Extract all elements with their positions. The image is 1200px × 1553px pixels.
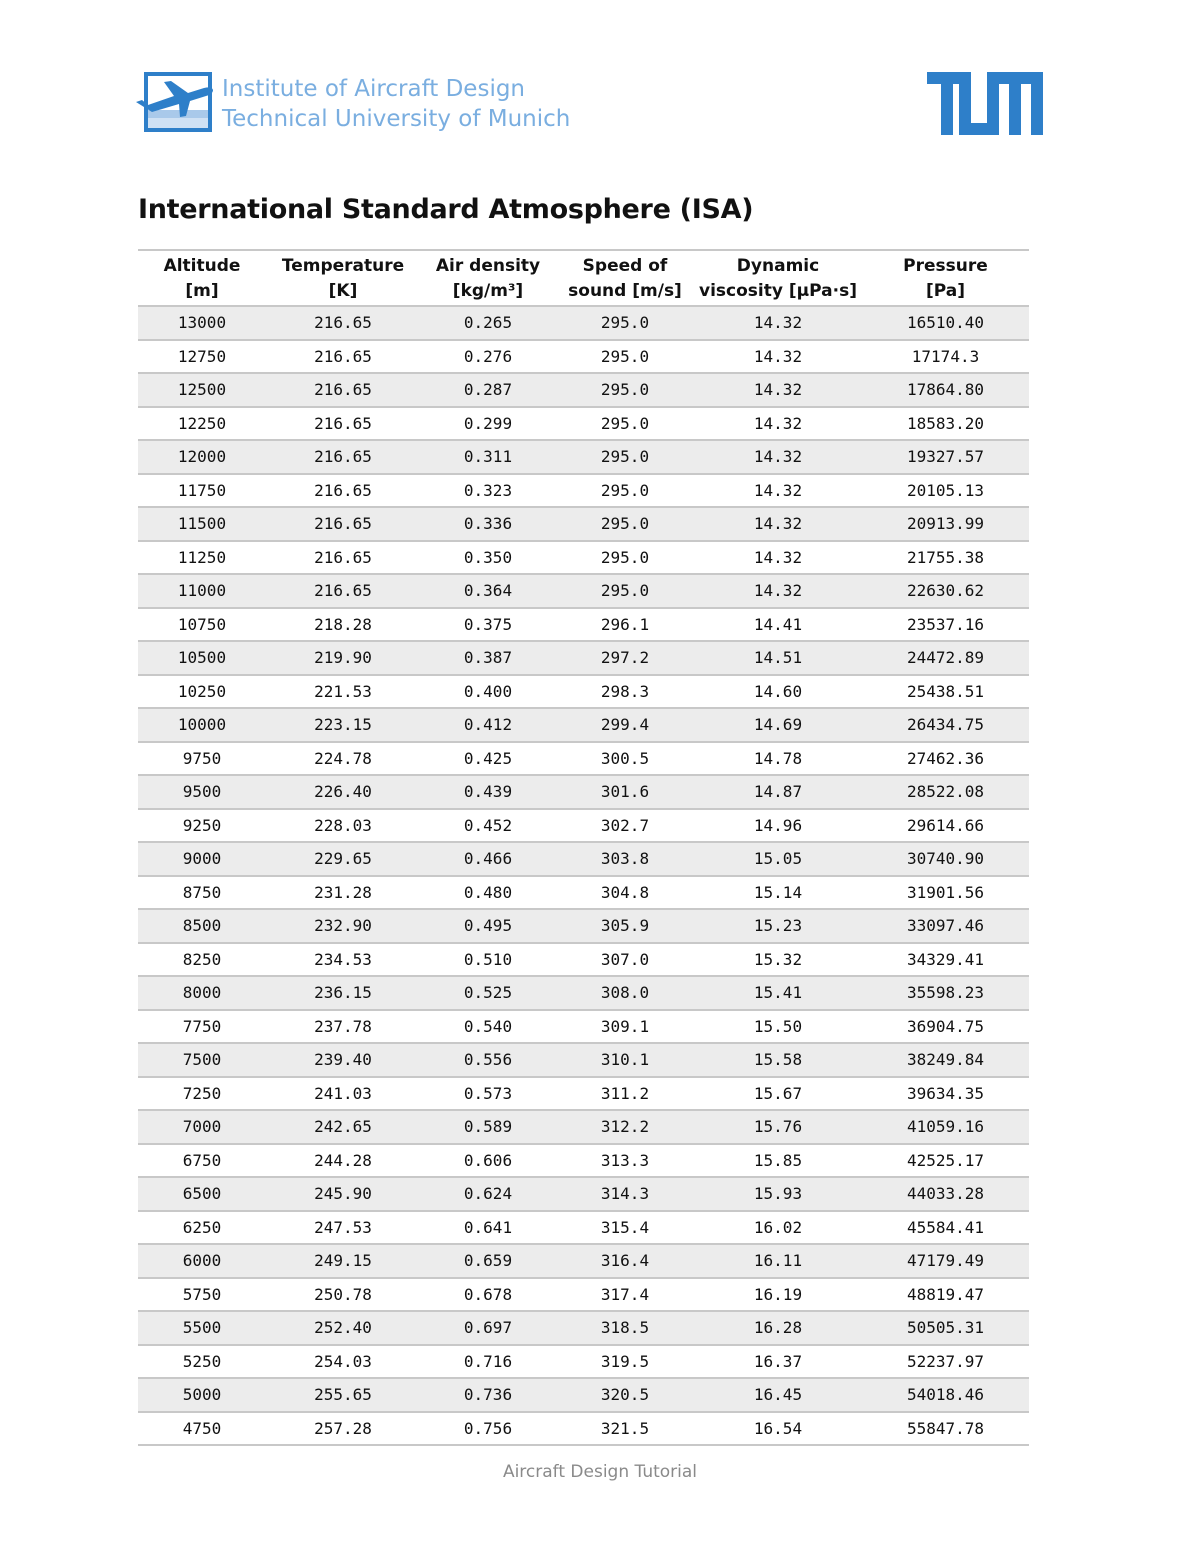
column-header-title: Speed of: [582, 256, 668, 276]
table-header: [138, 250, 1029, 306]
table-cell: 255.65: [266, 1378, 420, 1412]
table-cell: 7000: [138, 1110, 266, 1144]
table-cell: 0.466: [420, 842, 556, 876]
table-cell: 295.0: [556, 440, 694, 474]
table-cell: 310.1: [556, 1043, 694, 1077]
table-cell: 228.03: [266, 809, 420, 843]
table-cell: 20105.13: [862, 474, 1029, 508]
table-cell: 0.311: [420, 440, 556, 474]
table-cell: 16.11: [694, 1244, 862, 1278]
table-row: [138, 876, 1029, 910]
table-cell: 0.364: [420, 574, 556, 608]
table-cell: 6750: [138, 1144, 266, 1178]
isa-table: [138, 249, 1029, 1446]
table-cell: 0.540: [420, 1010, 556, 1044]
table-cell: 15.41: [694, 976, 862, 1010]
table-cell: 16.37: [694, 1345, 862, 1379]
table-row: [138, 1077, 1029, 1111]
table-cell: 7250: [138, 1077, 266, 1111]
table-cell: 308.0: [556, 976, 694, 1010]
column-header-title: Temperature: [281, 256, 405, 276]
table-cell: 301.6: [556, 775, 694, 809]
table-cell: 224.78: [266, 742, 420, 776]
table-cell: 312.2: [556, 1110, 694, 1144]
table-cell: 14.32: [694, 340, 862, 374]
table-cell: 8000: [138, 976, 266, 1010]
table-cell: 12000: [138, 440, 266, 474]
table-cell: 9000: [138, 842, 266, 876]
table-row: [138, 708, 1029, 742]
table-cell: 15.50: [694, 1010, 862, 1044]
table-cell: 6250: [138, 1211, 266, 1245]
table-cell: 241.03: [266, 1077, 420, 1111]
tum-logo: [927, 72, 1043, 135]
table-cell: 232.90: [266, 909, 420, 943]
table-cell: 0.425: [420, 742, 556, 776]
table-cell: 216.65: [266, 507, 420, 541]
table-cell: 14.32: [694, 574, 862, 608]
table-cell: 216.65: [266, 574, 420, 608]
table-row: [138, 675, 1029, 709]
table-cell: 38249.84: [862, 1043, 1029, 1077]
table-cell: 320.5: [556, 1378, 694, 1412]
table-row: [138, 1110, 1029, 1144]
table-row: [138, 943, 1029, 977]
table-cell: 35598.23: [862, 976, 1029, 1010]
table-cell: 0.659: [420, 1244, 556, 1278]
table-cell: 16.02: [694, 1211, 862, 1245]
column-header-unit: viscosity [μPa·s]: [699, 281, 857, 301]
table-cell: 231.28: [266, 876, 420, 910]
table-cell: 10500: [138, 641, 266, 675]
table-cell: 12750: [138, 340, 266, 374]
table-cell: 17174.3: [862, 340, 1029, 374]
table-cell: 216.65: [266, 373, 420, 407]
table-cell: 6500: [138, 1177, 266, 1211]
table-cell: 39634.35: [862, 1077, 1029, 1111]
table-cell: 0.697: [420, 1311, 556, 1345]
table-cell: 31901.56: [862, 876, 1029, 910]
table-cell: 16.19: [694, 1278, 862, 1312]
table-cell: 0.606: [420, 1144, 556, 1178]
table-row: [138, 909, 1029, 943]
table-cell: 7500: [138, 1043, 266, 1077]
table-cell: 296.1: [556, 608, 694, 642]
table-cell: 321.5: [556, 1412, 694, 1446]
column-header-title: Dynamic: [736, 256, 820, 276]
table-cell: 318.5: [556, 1311, 694, 1345]
table-cell: 0.336: [420, 507, 556, 541]
table-cell: 303.8: [556, 842, 694, 876]
table-cell: 0.716: [420, 1345, 556, 1379]
table-cell: 0.589: [420, 1110, 556, 1144]
table-cell: 11000: [138, 574, 266, 608]
table-cell: 14.32: [694, 507, 862, 541]
table-cell: 14.32: [694, 474, 862, 508]
column-header: [266, 250, 420, 306]
table-cell: 7750: [138, 1010, 266, 1044]
table-cell: 0.439: [420, 775, 556, 809]
table-cell: 15.23: [694, 909, 862, 943]
table-cell: 5250: [138, 1345, 266, 1379]
table-cell: 27462.36: [862, 742, 1029, 776]
table-cell: 16.54: [694, 1412, 862, 1446]
table-cell: 15.32: [694, 943, 862, 977]
table-cell: 9750: [138, 742, 266, 776]
table-cell: 14.51: [694, 641, 862, 675]
table-cell: 0.573: [420, 1077, 556, 1111]
table-cell: 14.32: [694, 440, 862, 474]
table-cell: 14.32: [694, 541, 862, 575]
table-cell: 15.85: [694, 1144, 862, 1178]
table-cell: 14.78: [694, 742, 862, 776]
table-cell: 250.78: [266, 1278, 420, 1312]
table-cell: 21755.38: [862, 541, 1029, 575]
table-cell: 26434.75: [862, 708, 1029, 742]
table-cell: 14.32: [694, 306, 862, 340]
table-cell: 254.03: [266, 1345, 420, 1379]
page-footer: Aircraft Design Tutorial: [502, 1462, 698, 1482]
table-cell: 295.0: [556, 306, 694, 340]
institute-line-2: Technical University of Munich: [222, 106, 571, 132]
table-cell: 317.4: [556, 1278, 694, 1312]
table-cell: 295.0: [556, 574, 694, 608]
page-header: [134, 68, 1044, 138]
column-header: [862, 250, 1029, 306]
table-cell: 5750: [138, 1278, 266, 1312]
table-cell: 50505.31: [862, 1311, 1029, 1345]
document-title: International Standard Atmosphere (ISA): [138, 194, 754, 225]
table-cell: 15.67: [694, 1077, 862, 1111]
table-cell: 19327.57: [862, 440, 1029, 474]
column-header: [556, 250, 694, 306]
table-cell: 239.40: [266, 1043, 420, 1077]
table-cell: 10000: [138, 708, 266, 742]
table-cell: 5500: [138, 1311, 266, 1345]
table-cell: 0.265: [420, 306, 556, 340]
table-cell: 8250: [138, 943, 266, 977]
table-cell: 229.65: [266, 842, 420, 876]
column-header-unit: [K]: [328, 281, 358, 301]
table-cell: 9500: [138, 775, 266, 809]
table-cell: 0.495: [420, 909, 556, 943]
institute-line-1: Institute of Aircraft Design: [222, 76, 526, 102]
table-row: [138, 474, 1029, 508]
table-cell: 34329.41: [862, 943, 1029, 977]
table-cell: 20913.99: [862, 507, 1029, 541]
table-cell: 14.60: [694, 675, 862, 709]
table-row: [138, 541, 1029, 575]
table-cell: 216.65: [266, 306, 420, 340]
table-row: [138, 1244, 1029, 1278]
table-row: [138, 373, 1029, 407]
table-row: [138, 1211, 1029, 1245]
table-row: [138, 507, 1029, 541]
table-cell: 16.28: [694, 1311, 862, 1345]
table-cell: 14.41: [694, 608, 862, 642]
table-cell: 15.76: [694, 1110, 862, 1144]
table-row: [138, 1378, 1029, 1412]
table-cell: 0.678: [420, 1278, 556, 1312]
table-cell: 14.32: [694, 373, 862, 407]
column-header: [694, 250, 862, 306]
table-cell: 218.28: [266, 608, 420, 642]
table-cell: 14.32: [694, 407, 862, 441]
table-cell: 0.480: [420, 876, 556, 910]
column-header: [420, 250, 556, 306]
table-cell: 0.756: [420, 1412, 556, 1446]
table-cell: 236.15: [266, 976, 420, 1010]
table-cell: 0.387: [420, 641, 556, 675]
table-cell: 54018.46: [862, 1378, 1029, 1412]
table-cell: 315.4: [556, 1211, 694, 1245]
table-cell: 44033.28: [862, 1177, 1029, 1211]
table-cell: 245.90: [266, 1177, 420, 1211]
table-cell: 216.65: [266, 541, 420, 575]
table-cell: 23537.16: [862, 608, 1029, 642]
table-cell: 28522.08: [862, 775, 1029, 809]
table-cell: 47179.49: [862, 1244, 1029, 1278]
institute-name: [222, 74, 570, 134]
table-row: [138, 1345, 1029, 1379]
table-cell: 295.0: [556, 541, 694, 575]
table-cell: 14.96: [694, 809, 862, 843]
table-cell: 247.53: [266, 1211, 420, 1245]
airplane-takeoff-icon: [134, 72, 214, 134]
table-cell: 16510.40: [862, 306, 1029, 340]
table-cell: 226.40: [266, 775, 420, 809]
table-row: [138, 608, 1029, 642]
table-cell: 0.276: [420, 340, 556, 374]
table-cell: 0.624: [420, 1177, 556, 1211]
table-cell: 25438.51: [862, 675, 1029, 709]
table-cell: 295.0: [556, 507, 694, 541]
table-cell: 297.2: [556, 641, 694, 675]
table-cell: 45584.41: [862, 1211, 1029, 1245]
table-cell: 319.5: [556, 1345, 694, 1379]
table-row: [138, 440, 1029, 474]
table-cell: 55847.78: [862, 1412, 1029, 1446]
table-cell: 11500: [138, 507, 266, 541]
table-row: [138, 842, 1029, 876]
table-cell: 10250: [138, 675, 266, 709]
table-cell: 4750: [138, 1412, 266, 1446]
table-row: [138, 1144, 1029, 1178]
table-cell: 305.9: [556, 909, 694, 943]
table-cell: 15.93: [694, 1177, 862, 1211]
table-row: [138, 1043, 1029, 1077]
table-cell: 0.400: [420, 675, 556, 709]
table-cell: 219.90: [266, 641, 420, 675]
table-cell: 300.5: [556, 742, 694, 776]
table-cell: 48819.47: [862, 1278, 1029, 1312]
table-cell: 29614.66: [862, 809, 1029, 843]
table-cell: 237.78: [266, 1010, 420, 1044]
table-cell: 221.53: [266, 675, 420, 709]
column-header-unit: [Pa]: [925, 281, 965, 301]
table-cell: 257.28: [266, 1412, 420, 1446]
table-cell: 0.736: [420, 1378, 556, 1412]
table-cell: 252.40: [266, 1311, 420, 1345]
table-cell: 0.452: [420, 809, 556, 843]
table-cell: 13000: [138, 306, 266, 340]
table-cell: 0.525: [420, 976, 556, 1010]
table-cell: 14.69: [694, 708, 862, 742]
table-cell: 0.323: [420, 474, 556, 508]
table-row: [138, 1278, 1029, 1312]
table-cell: 0.556: [420, 1043, 556, 1077]
table-cell: 309.1: [556, 1010, 694, 1044]
table-cell: 295.0: [556, 474, 694, 508]
table-cell: 22630.62: [862, 574, 1029, 608]
table-cell: 15.14: [694, 876, 862, 910]
table-cell: 0.412: [420, 708, 556, 742]
table-cell: 10750: [138, 608, 266, 642]
table-cell: 11250: [138, 541, 266, 575]
table-cell: 17864.80: [862, 373, 1029, 407]
table-cell: 216.65: [266, 440, 420, 474]
table-cell: 0.375: [420, 608, 556, 642]
table-cell: 15.58: [694, 1043, 862, 1077]
table-cell: 6000: [138, 1244, 266, 1278]
table-cell: 15.05: [694, 842, 862, 876]
table-cell: 9250: [138, 809, 266, 843]
column-header: [138, 250, 266, 306]
table-cell: 302.7: [556, 809, 694, 843]
table-cell: 52237.97: [862, 1345, 1029, 1379]
table-cell: 316.4: [556, 1244, 694, 1278]
table-row: [138, 775, 1029, 809]
table-cell: 11750: [138, 474, 266, 508]
table-cell: 313.3: [556, 1144, 694, 1178]
column-header-unit: [kg/m³]: [452, 281, 524, 301]
header-row: [138, 250, 1029, 306]
table-cell: 234.53: [266, 943, 420, 977]
table-cell: 311.2: [556, 1077, 694, 1111]
table-row: [138, 1177, 1029, 1211]
table-cell: 295.0: [556, 373, 694, 407]
table-cell: 12500: [138, 373, 266, 407]
table-cell: 30740.90: [862, 842, 1029, 876]
table-cell: 0.287: [420, 373, 556, 407]
table-cell: 223.15: [266, 708, 420, 742]
table-cell: 216.65: [266, 407, 420, 441]
table-cell: 12250: [138, 407, 266, 441]
table-cell: 295.0: [556, 407, 694, 441]
column-header-title: Altitude: [163, 256, 241, 276]
table-cell: 307.0: [556, 943, 694, 977]
table-row: [138, 1311, 1029, 1345]
table-row: [138, 340, 1029, 374]
table-row: [138, 574, 1029, 608]
table-cell: 24472.89: [862, 641, 1029, 675]
table-cell: 42525.17: [862, 1144, 1029, 1178]
column-header-unit: [m]: [185, 281, 219, 301]
table-cell: 0.350: [420, 541, 556, 575]
table-cell: 249.15: [266, 1244, 420, 1278]
column-header-title: Pressure: [903, 256, 988, 276]
table-cell: 304.8: [556, 876, 694, 910]
table-cell: 33097.46: [862, 909, 1029, 943]
table-cell: 5000: [138, 1378, 266, 1412]
table-cell: 8750: [138, 876, 266, 910]
table-cell: 299.4: [556, 708, 694, 742]
table-row: [138, 306, 1029, 340]
column-header-title: Air density: [435, 256, 541, 276]
table-row: [138, 976, 1029, 1010]
table-cell: 0.641: [420, 1211, 556, 1245]
table-cell: 314.3: [556, 1177, 694, 1211]
table-row: [138, 1010, 1029, 1044]
table-cell: 216.65: [266, 474, 420, 508]
table-cell: 216.65: [266, 340, 420, 374]
table-row: [138, 1412, 1029, 1446]
table-cell: 298.3: [556, 675, 694, 709]
table-cell: 0.299: [420, 407, 556, 441]
table-body: [138, 306, 1029, 1445]
table-cell: 16.45: [694, 1378, 862, 1412]
table-cell: 8500: [138, 909, 266, 943]
table-cell: 18583.20: [862, 407, 1029, 441]
table-cell: 14.87: [694, 775, 862, 809]
table-cell: 242.65: [266, 1110, 420, 1144]
table-cell: 0.510: [420, 943, 556, 977]
table-cell: 41059.16: [862, 1110, 1029, 1144]
table-row: [138, 742, 1029, 776]
table-row: [138, 809, 1029, 843]
table-cell: 295.0: [556, 340, 694, 374]
table-cell: 244.28: [266, 1144, 420, 1178]
column-header-unit: sound [m/s]: [568, 281, 682, 301]
table-row: [138, 641, 1029, 675]
table-row: [138, 407, 1029, 441]
table-cell: 36904.75: [862, 1010, 1029, 1044]
